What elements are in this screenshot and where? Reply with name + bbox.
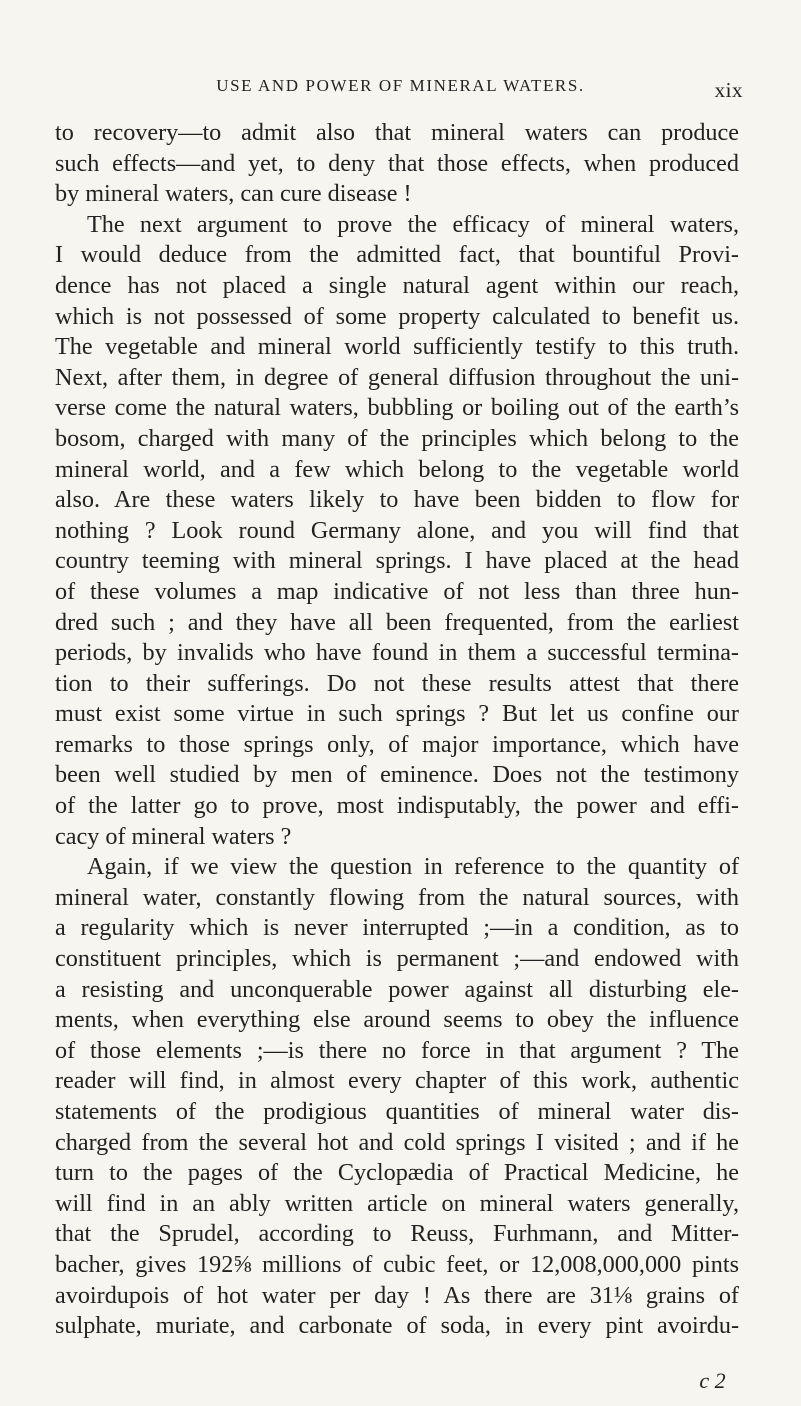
text-line: Again, if we view the question in reference to the quantity of	[87, 853, 739, 881]
text-line: country teeming with mineral springs. I have placed at the head	[55, 547, 739, 575]
page-header	[58, 76, 743, 104]
text-line: will find in an ably written article on mineral waters generally,	[55, 1189, 739, 1217]
text-line: charged from the several hot and cold springs I visited ; and if he	[55, 1128, 739, 1156]
text-line: nothing ? Look round Germany alone, and you will find that	[55, 516, 739, 544]
text-line: Next, after them, in degree of general diffusion throughout the uni-	[55, 363, 739, 391]
text-line: mineral water, constantly flowing from the natural sources, with	[55, 883, 739, 911]
text-line: a regularity which is never interrupted ;—in a condition, as to	[55, 914, 739, 942]
text-line: tion to their sufferings. Do not these results attest that there	[55, 669, 739, 697]
text-line: reader will find, in almost every chapter of this work, authentic	[55, 1067, 739, 1095]
text-line: of these volumes a map indicative of not less than three hun-	[55, 577, 739, 605]
text-line: verse come the natural waters, bubbling or boiling out of the earth’s	[55, 394, 739, 422]
text-line: statements of the prodigious quantities of mineral water dis-	[55, 1098, 739, 1125]
text-line: avoirdupois of hot water per day ! As there are 31⅛ grains of	[55, 1281, 739, 1309]
text-line: bacher, gives 192⅝ millions of cubic feet, or 12,008,000,000 pints	[55, 1250, 739, 1278]
text-line: I would deduce from the admitted fact, that bountiful Provi-	[55, 241, 739, 269]
text-line: of those elements ;—is there no force in that argument ? The	[55, 1036, 739, 1064]
page-number: xix	[714, 78, 743, 102]
text-line: of the latter go to prove, most indisputably, the power and effi-	[55, 792, 739, 820]
text-line: cacy of mineral waters ?	[55, 822, 292, 850]
text-line: been well studied by men of eminence. Does not the testimony	[55, 761, 739, 789]
text-line: constituent principles, which is permanent ;—and endowed with	[55, 945, 739, 973]
text-line: remarks to those springs only, of major importance, which have	[55, 730, 739, 758]
text-line: must exist some virtue in such springs ? But let us confine our	[55, 700, 739, 728]
text-line: dence has not placed a single natural agent within our reach,	[55, 271, 739, 299]
text-line: turn to the pages of the Cyclopædia of Practical Medicine, he	[55, 1159, 739, 1187]
text-line: ments, when everything else around seems to obey the influence	[55, 1006, 739, 1034]
text-line: that the Sprudel, according to Reuss, Furhmann, and Mitter-	[55, 1220, 739, 1248]
text-line: dred such ; and they have all been frequented, from the earliest	[55, 608, 739, 636]
text-line: periods, by invalids who have found in them a successful termina-	[55, 639, 739, 667]
text-line: a resisting and unconquerable power against all disturbing ele-	[55, 975, 739, 1003]
signature-mark	[0, 1368, 801, 1394]
paragraph-3	[55, 852, 739, 1342]
paragraph-1	[55, 118, 739, 210]
paragraph-2	[55, 210, 739, 852]
text-line: bosom, charged with many of the principles which belong to the	[55, 424, 739, 452]
text-line: also. Are these waters likely to have been bidden to flow for	[55, 486, 739, 514]
text-line: mineral world, and a few which belong to the vegetable world	[55, 455, 739, 483]
text-line: by mineral waters, can cure disease !	[55, 180, 412, 208]
text-line: The next argument to prove the efficacy of mineral waters,	[87, 210, 739, 238]
text-line: which is not possessed of some property calculated to benefit us.	[55, 302, 739, 330]
text-line: The vegetable and mineral world sufficiently testify to this truth.	[55, 333, 739, 361]
text-line: to recovery—to admit also that mineral waters can produce	[55, 119, 739, 146]
running-head: USE AND POWER OF MINERAL WATERS.	[216, 76, 585, 95]
text-line: such effects—and yet, to deny that those effects, when produced	[55, 149, 739, 177]
body-text	[55, 118, 739, 1342]
text-line: sulphate, muriate, and carbonate of soda, in every pint avoirdu-	[55, 1312, 739, 1340]
signature-mark-text: c 2	[699, 1368, 726, 1393]
